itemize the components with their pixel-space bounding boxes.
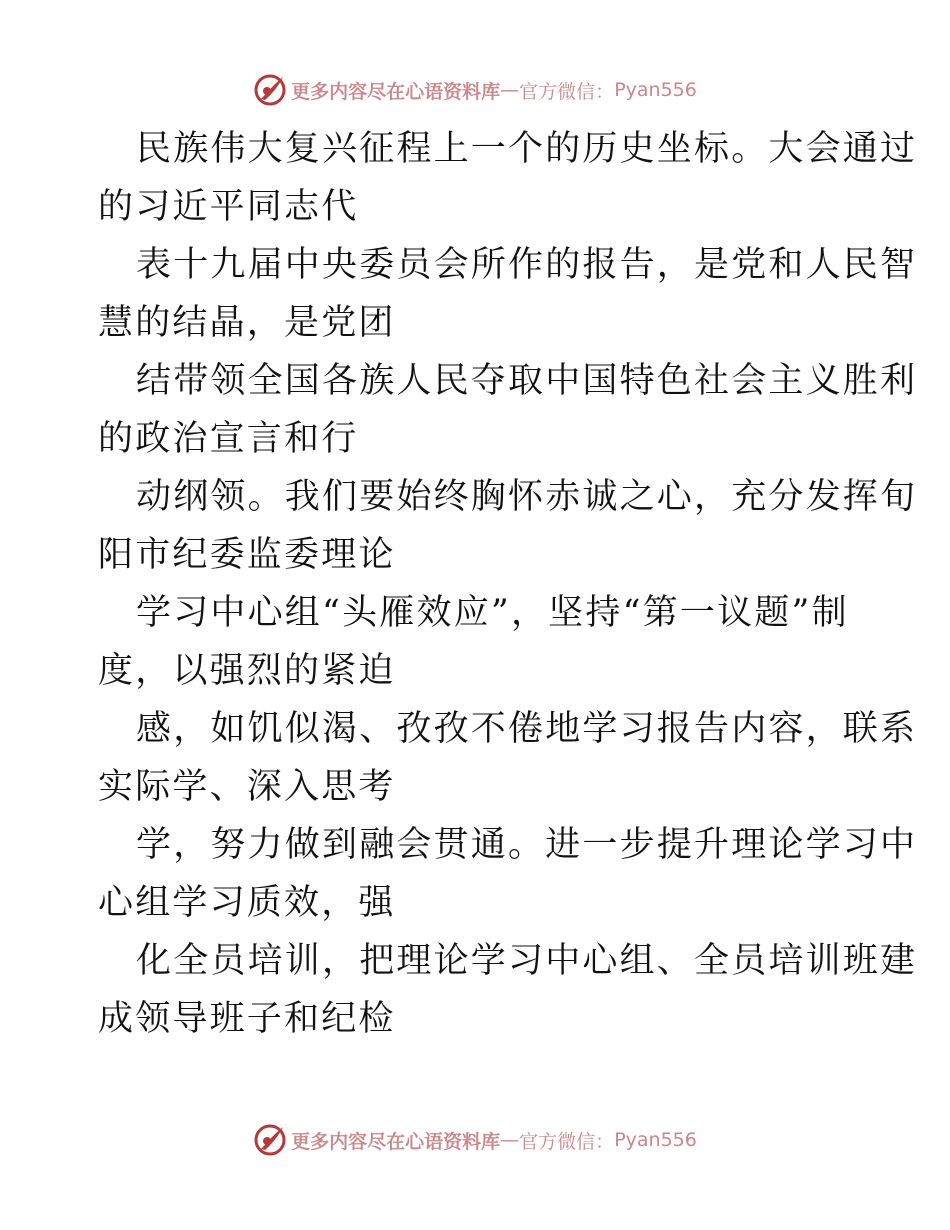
paragraph-second-line: 实际学、深入思考 <box>98 767 396 807</box>
paragraph-second-line: 心组学习质效，强 <box>98 883 396 923</box>
banner-dash: — <box>500 1129 520 1151</box>
banner-text: 更多内容尽在心语资料库 <box>291 80 501 103</box>
quill-seal-icon <box>253 1123 287 1157</box>
paragraph <box>98 932 918 1048</box>
paragraph <box>98 816 918 932</box>
paragraph-first-line: 表十九届中央委员会所作的报告，是党和人民智 <box>136 245 918 285</box>
paragraph-second-line: 的习近平同志代 <box>98 187 359 227</box>
paragraph <box>98 700 918 816</box>
paragraph-second-line: 的政治宣言和行 <box>98 419 359 459</box>
paragraph <box>98 236 918 352</box>
banner-wechat-id: Pyan556 <box>614 1129 697 1151</box>
quill-seal-icon <box>253 73 287 107</box>
footer-banner <box>0 1120 950 1160</box>
paragraph <box>98 120 918 236</box>
header-banner <box>0 70 950 110</box>
paragraph-first-line: 动纲领。我们要始终胸怀赤诚之心，充分发挥旬 <box>136 477 918 517</box>
banner-dash: — <box>500 79 520 101</box>
paragraph-first-line: 感，如饥似渴、孜孜不倦地学习报告内容，联系 <box>136 709 918 749</box>
banner-wechat-id: Pyan556 <box>614 79 697 101</box>
paragraph-first-line: 化全员培训，把理论学习中心组、全员培训班建 <box>136 941 918 981</box>
paragraph-first-line: 学习中心组“头雁效应”，坚持“第一议题”制 <box>136 593 849 633</box>
paragraph <box>98 468 918 584</box>
paragraph <box>98 584 858 700</box>
paragraph-second-line: 慧的结晶，是党团 <box>98 303 396 343</box>
paragraph <box>98 352 918 468</box>
banner-text: 更多内容尽在心语资料库 <box>291 1130 501 1153</box>
paragraph-second-line: 成领导班子和纪检 <box>98 999 396 1039</box>
paragraph-first-line: 结带领全国各族人民夺取中国特色社会主义胜利 <box>136 361 918 401</box>
document-body <box>98 120 918 1048</box>
banner-wechat-label: 官方微信： <box>519 1130 615 1153</box>
paragraph-second-line: 阳市纪委监委理论 <box>98 535 396 575</box>
paragraph-first-line: 学，努力做到融会贯通。进一步提升理论学习中 <box>136 825 918 865</box>
banner-wechat-label: 官方微信： <box>519 80 615 103</box>
paragraph-first-line: 民族伟大复兴征程上一个的历史坐标。大会通过 <box>136 129 918 169</box>
paragraph-second-line: 度，以强烈的紧迫 <box>98 651 396 691</box>
